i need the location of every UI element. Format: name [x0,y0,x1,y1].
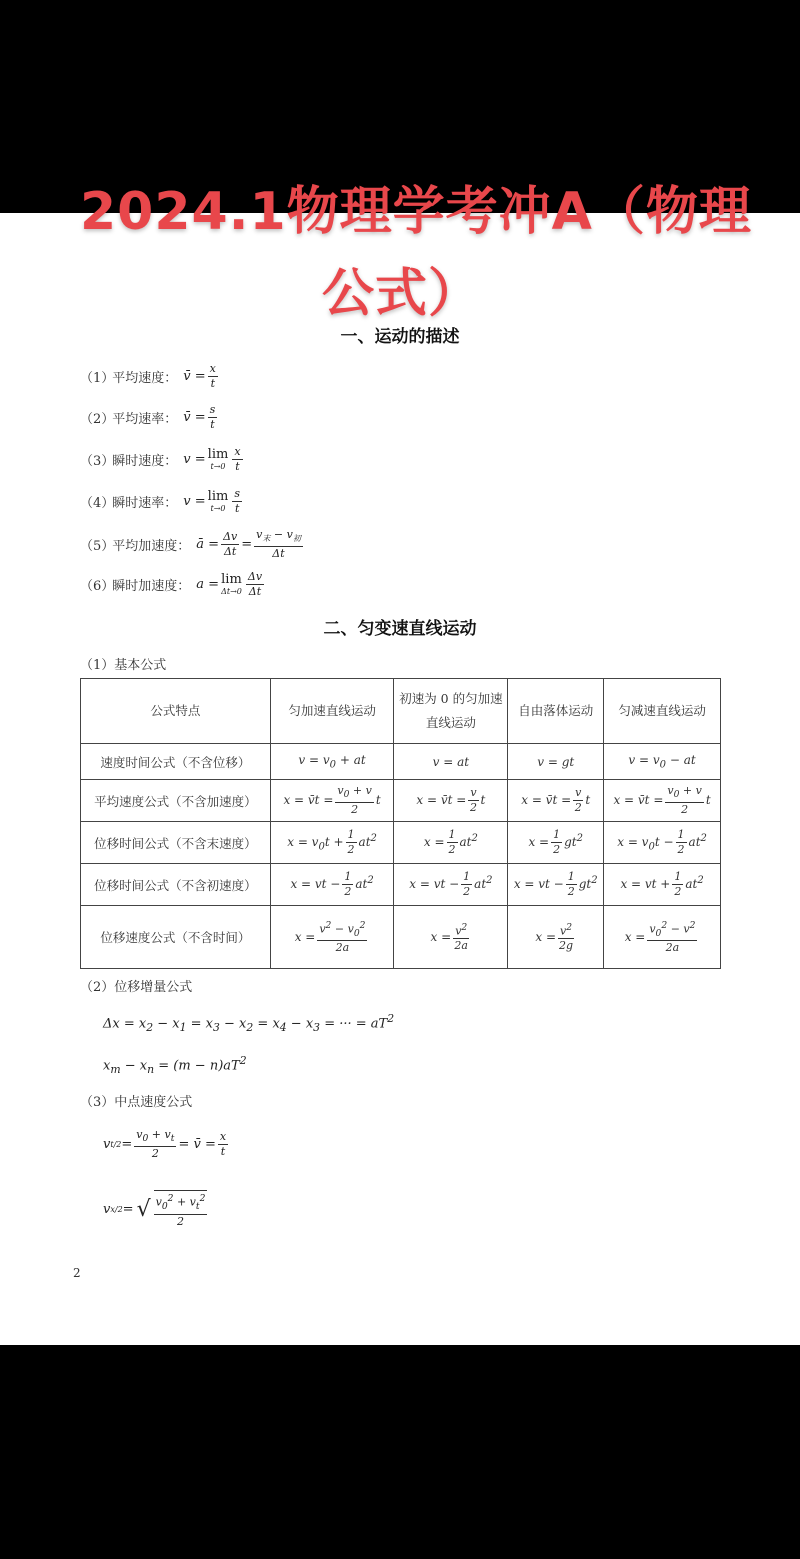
table-header: 公式特点 [81,679,271,744]
item-number: （1） [80,371,115,386]
item-average-acceleration [80,528,305,561]
item-label: 瞬时速度： [112,454,178,469]
table-row [81,906,721,969]
row-label: 位移时间公式（不含末速度） [81,822,271,864]
item-number: （3） [80,454,115,469]
overlay-title-line2: 公式） [322,264,482,324]
formula-mid-time-velocity: v t/2 = $\frac{v_0 + v_t}{2}$ = v̄ = $\frac{x}{t}$ [103,1128,227,1161]
formula-cell: x = vt − $\frac{1}{2}$ $gt^2$ [508,864,604,906]
formula-cell: x = $\frac{1}{2}$ $at^2$ [394,822,508,864]
formula-cell: x = $\frac{1}{2}$ $gt^2$ [508,822,604,864]
section1-heading: 一、运动的描述 [340,327,460,347]
table-header: 匀减速直线运动 [604,679,721,744]
page-number: 2 [73,1266,81,1280]
basic-formula-label: （1）基本公式 [80,658,167,673]
increment-label: （2）位移增量公式 [80,980,193,995]
formula-instant-velocity: v = lim t→0 $\frac{x}{t}$ [183,445,241,473]
overlay-title-line1: 2024.1物理学考冲A（物理 [80,182,752,242]
formula-cell: x = $\frac{v^2}{2g}$ [508,906,604,969]
formula-cell: v = at [394,744,508,780]
item-number: （2） [80,412,115,427]
row-label: 速度时间公式（不含位移） [81,744,271,780]
table-row [81,822,721,864]
section2-heading: 二、匀变速直线运动 [323,619,477,639]
formula-cell: x = v̄t = $\frac{v}{2}$ t [508,780,604,822]
formula-cell: x = v̄t = $\frac{v}{2}$ t [394,780,508,822]
formula-cell: $v = v_0$ − at [604,744,721,780]
formula-average-acceleration: ā = $\frac{\Delta v}{\Delta t}$ = $\frac{v_末 - v_初}{\Delta t}$ [196,528,301,561]
item-average-velocity [80,362,220,391]
item-label: 平均速率： [112,412,178,427]
basic-formula-table [80,678,721,969]
formula-cell: x = v̄t = $\frac{v_0 + v}{2}$ t [604,780,721,822]
formula-displacement-increment: $\Delta x = x_2 - x_1 = x_3 - x_2 = x_4 - x_3$ = ··· = $aT^2$ [103,1012,395,1034]
formula-cell: $v = v_0$ + at [270,744,394,780]
item-instant-velocity [80,445,245,474]
formula-cell: x = v̄t = $\frac{v_0 + v}{2}$ t [270,780,394,822]
midpoint-label: （3）中点速度公式 [80,1095,193,1110]
table-row [81,744,721,780]
table-row [81,780,721,822]
formula-cell: x = $\frac{v^2 - v_0^2}{2a}$ [270,906,394,969]
item-label: 平均速度： [112,371,178,386]
table-header: 自由落体运动 [508,679,604,744]
formula-instant-acceleration: a = lim Δt→0 $\frac{\Delta v}{\Delta t}$ [196,570,263,598]
table-header: 匀加速直线运动 [270,679,394,744]
item-average-speed [80,403,219,432]
item-label: 瞬时加速度： [112,579,191,594]
formula-mid-position-velocity: v x/2 = √ $\frac{v_0^2 + v_t^2}{2}$ [103,1190,209,1229]
table-row [81,864,721,906]
table-header-row [81,679,721,744]
formula-cell: $x = v_0t$ − $\frac{1}{2}$ $at^2$ [604,822,721,864]
item-instant-speed [80,487,244,516]
item-number: （6） [80,579,115,594]
formula-average-velocity: v̄ = $\frac{x}{t}$ [183,362,216,390]
row-label: 位移时间公式（不含初速度） [81,864,271,906]
item-instant-acceleration [80,570,266,599]
formula-average-speed: v̄ = $\frac{s}{t}$ [183,403,216,431]
formula-instant-speed: v = lim t→0 $\frac{s}{t}$ [183,487,240,515]
table-header: 初速为 0 的匀加速直线运动 [394,679,508,744]
item-number: （5） [80,539,115,555]
item-label: 瞬时速率： [112,496,178,511]
item-label: 平均加速度： [112,539,191,555]
formula-displacement-difference: $x_m - x_n = (m - n)aT^2$ [103,1054,247,1076]
row-label: 位移速度公式（不含时间） [81,906,271,969]
formula-cell: $x = v_0t$ + $\frac{1}{2}$ $at^2$ [270,822,394,864]
row-label: 平均速度公式（不含加速度） [81,780,271,822]
formula-cell: x = $\frac{v^2}{2a}$ [394,906,508,969]
formula-cell: x = vt + $\frac{1}{2}$ $at^2$ [604,864,721,906]
formula-cell: x = $\frac{v_0^2 - v^2}{2a}$ [604,906,721,969]
item-number: （4） [80,496,115,511]
formula-cell: x = vt − $\frac{1}{2}$ $at^2$ [394,864,508,906]
formula-cell: x = vt − $\frac{1}{2}$ $at^2$ [270,864,394,906]
formula-cell: v = gt [508,744,604,780]
